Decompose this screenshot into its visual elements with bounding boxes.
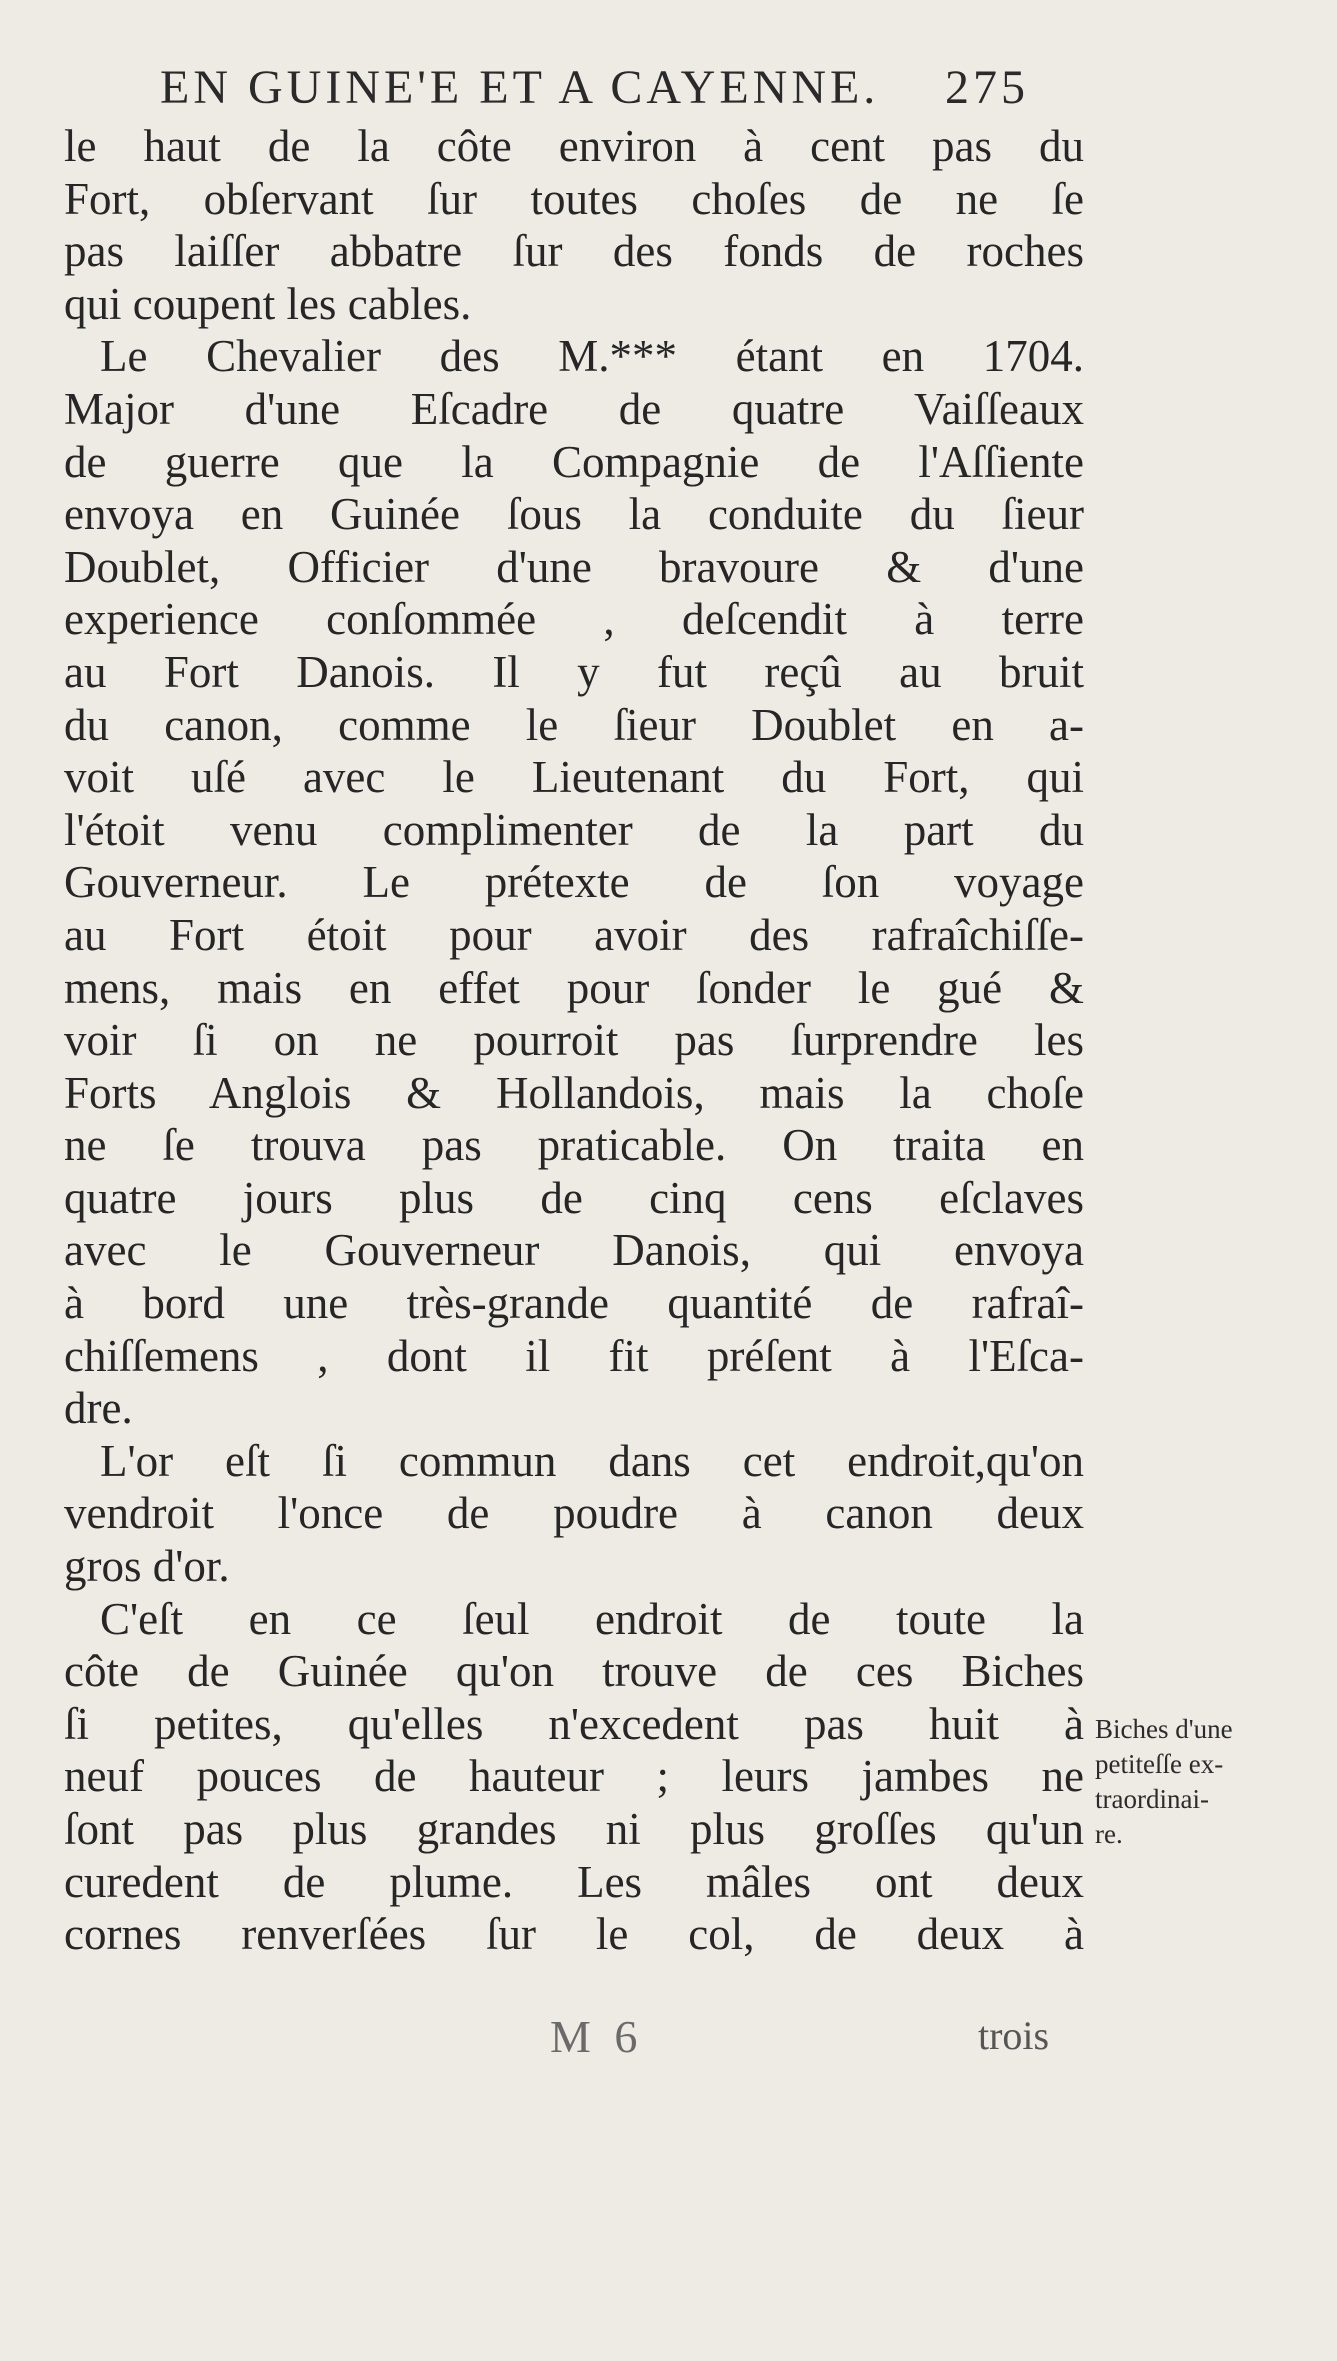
running-head [160,60,1080,115]
text-line: ſont pas plus grandes ni plus groſſes qu'un [64,1804,1084,1854]
catchword: trois [978,2013,1050,2058]
text-line: Forts Anglois & Hollandois, mais la choſe [64,1067,1084,1118]
text-line: chiſſemens , dont il fit préſent à l'Eſca- [64,1330,1084,1381]
body-text [64,120,1084,1961]
margin-note-line: Biches d'une [1095,1714,1233,1744]
text-line: du canon, comme le ſieur Doublet en a- [64,699,1084,750]
margin-note-line: re. [1095,1819,1123,1849]
margin-note-line: petiteſſe ex- [1095,1749,1224,1779]
text-line: l'étoit venu complimenter de la part du [64,804,1084,855]
text-line: Doublet, Officier d'une bravoure & d'une [64,541,1084,592]
text-line: dre. [64,1383,133,1434]
text-line: cornes renverſées ſur le col, de deux à [64,1909,1084,1960]
text-line: Major d'une Eſcadre de quatre Vaiſſeaux [64,383,1084,434]
text-line: neuf pouces de hauteur ; leurs jambes ne [64,1751,1084,1802]
text-line: au Fort Danois. Il y fut reçû au bruit [64,646,1084,697]
text-line: vendroit l'once de poudre à canon deux [64,1488,1084,1539]
text-line: côte de Guinée qu'on trouve de ces Biches [64,1646,1084,1697]
text-line: à bord une très-grande quantité de rafraî- [64,1278,1084,1329]
text-line: gros d'or. [64,1541,230,1592]
text-line: qui coupent les cables. [64,278,472,329]
page-number: 275 [945,61,1029,114]
text-line: envoya en Guinée ſous la conduite du ſieur [64,489,1084,540]
text-line: C'eſt en ce ſeul endroit de toute la [100,1593,1084,1644]
text-line: voit uſé avec le Lieutenant du Fort, qui [64,752,1084,803]
signature-mark: M 6 [550,2011,644,2062]
text-line: pas laiſſer abbatre ſur des fonds de roches [64,226,1084,277]
text-line: au Fort étoit pour avoir des rafraîchiſſe- [64,909,1084,960]
text-line: Fort, obſervant ſur toutes choſes de ne ſe [64,173,1084,224]
text-line: le haut de la côte environ à cent pas du [64,121,1084,171]
text-line: ſi petites, qu'elles n'excedent pas huit à [64,1698,1084,1749]
text-line: experience conſommée , deſcendit à terre [64,594,1084,645]
text-line: ne ſe trouva pas praticable. On traita en [64,1120,1084,1171]
text-line: mens, mais en effet pour ſonder le gué & [64,962,1084,1013]
text-line: curedent de plume. Les mâles ont deux [64,1856,1084,1907]
margin-note-line: traordinai- [1095,1784,1209,1814]
margin-note [1095,1712,1335,1852]
running-head-title: EN GUINE'E ET A CAYENNE. [160,61,880,114]
text-line: Le Chevalier des M.*** étant en 1704. [100,331,1084,382]
text-line: Gouverneur. Le prétexte de ſon voyage [64,857,1084,908]
text-line: avec le Gouverneur Danois, qui envoya [64,1225,1084,1276]
text-line: quatre jours plus de cinq cens eſclaves [64,1172,1084,1223]
text-line: L'or eſt ſi commun dans cet endroit,qu'on [100,1435,1084,1486]
text-line: voir ſi on ne pourroit pas ſurprendre les [64,1015,1084,1066]
text-line: de guerre que la Compagnie de l'Aſſiente [64,436,1084,487]
